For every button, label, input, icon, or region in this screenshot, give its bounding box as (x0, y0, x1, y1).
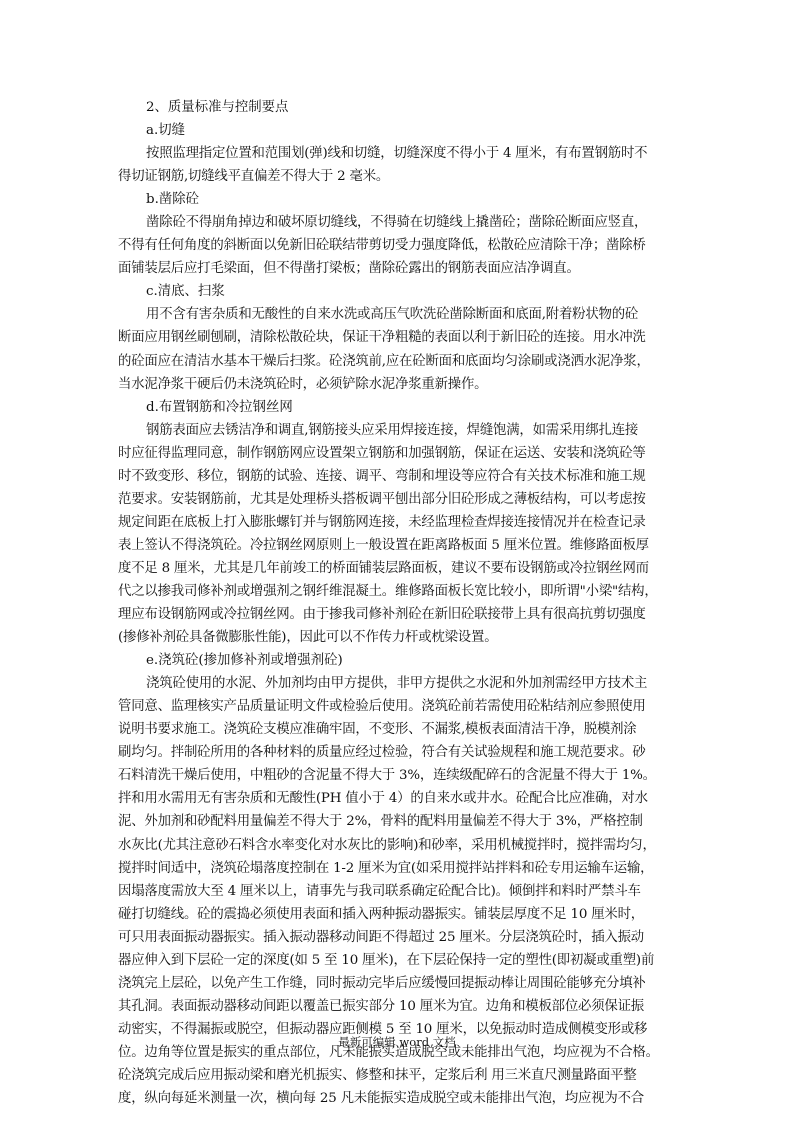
subsection-heading: b.凿除砼 (146, 192, 199, 208)
paragraph-line: 断面应用钢丝刷刨刷，清除松散砼块，保证干净粗糙的表面以利于新旧砼的连接。用水冲洗 (118, 330, 646, 346)
paragraph-line: 范要求。安装钢筋前，尤其是处理桥头搭板调平刨出部分旧砼形成之薄板结构，可以考虑按 (118, 491, 646, 507)
paragraph-line: 其孔洞。表面振动器移动间距以覆盖已振实部分 10 厘米为宜。边角和模板部位必须保证振 (118, 998, 644, 1014)
paragraph-line: 按照监理指定位置和范围划(弹)线和切缝，切缝深度不得小于 4 厘米，有布置钢筋时不 (146, 146, 648, 162)
paragraph-line: 凿除砼不得崩角掉边和破坏原切缝线，不得骑在切缝线上撬凿砼；凿除砼断面应竖直， (146, 215, 648, 231)
paragraph-line: 不得有任何角度的斜断面以免新旧砼联结带剪切受力强度降低，松散砼应清除干净；凿除桥 (118, 238, 646, 254)
paragraph-line: 搅拌时间适中，浇筑砼塌落度控制在 1-2 厘米为宜(如采用搅拌站拌料和砼专用运输车运输， (118, 860, 654, 876)
paragraph-line: 代之以掺我司修补剂或增强剂之钢纤维混凝土。维修路面板长宽比较小，即所谓"小梁"结构， (118, 583, 658, 599)
paragraph-line: 砼浇筑完成后应用振动梁和磨光机振实、修整和抹平，定浆后利 用三米直尺测量路面平整 (118, 1067, 637, 1083)
paragraph-line: 度不足 8 厘米，尤其是几年前竣工的桥面铺装层路面板，建议不要布设钢筋或冷拉钢丝网而 (118, 560, 649, 576)
paragraph-line: 用不含有害杂质和无酸性的自来水洗或高压气吹洗砼凿除断面和底面,附着粉状物的砼 (146, 307, 639, 323)
paragraph-line: 面铺装层后应打毛梁面，但不得凿打梁板；凿除砼露出的钢筋表面应洁净调直。 (118, 261, 580, 277)
paragraph-line: 水灰比(尤其注意砂石料含水率变化对水灰比的影响)和砂率，采用机械搅拌时，搅拌需均匀， (118, 837, 656, 853)
paragraph-line: 泥、外加剂和砂配料用量偏差不得大于 2%，骨料的配料用量偏差不得大于 3%，严格控制 (118, 814, 643, 830)
section-title: 2、质量标准与控制要点 (146, 100, 289, 115)
paragraph-line: 浇筑砼使用的水泥、外加剂均由甲方提供，非甲方提供之水泥和外加剂需经甲方技术主 (146, 676, 648, 692)
paragraph-line: 刷均匀。拌制砼所用的各种材料的质量应经过检验，符合有关试验规程和施工规范要求。砂 (118, 745, 646, 761)
paragraph-line: 拌和用水需用无有害杂质和无酸性(PH 值小于 4）的自来水或井水。砼配合比应准确，对水 (118, 791, 648, 807)
paragraph-line: 规定间距在底板上打入膨胀螺钉并与钢筋网连接，未经监理检查焊接连接情况并在检查记录 (118, 514, 646, 530)
paragraph-line: 可只用表面振动器振实。插入振动器移动间距不得超过 25 厘米。分层浇筑砼时，插入振动 (118, 929, 644, 945)
paragraph-line: 时不致变形、移位，钢筋的试验、连接、调平、弯制和埋设等应符合有关技术标准和施工规 (118, 468, 646, 484)
document-body (118, 96, 676, 1110)
subsection-heading: d.布置钢筋和冷拉钢丝网 (146, 399, 293, 415)
paragraph-line: 钢筋表面应去锈洁净和调直,钢筋接头应采用焊接连接，焊缝饱满，如需采用绑扎连接 (146, 422, 639, 438)
paragraph-line: 浇筑完上层砼，以免产生工作缝，同时振动完毕后应缓慢回提振动棒让周围砼能够充分填补 (118, 975, 646, 991)
paragraph-line: 说明书要求施工。浇筑砼支模应准确牢固，不变形、不漏浆,模板表面清洁干净，脱模剂涂 (118, 722, 637, 738)
paragraph-line: 石料清洗干燥后使用，中粗砂的含泥量不得大于 3%，连续级配碎石的含泥量不得大于 1%。 (118, 768, 656, 784)
subsection-heading: c.清底、扫浆 (146, 284, 225, 300)
paragraph-line: 表上签认不得浇筑砼。冷拉钢丝网原则上一般设置在距离路板面 5 厘米位置。维修路面板厚 (118, 537, 649, 553)
paragraph-line: 碰打切缝线。砼的震捣必须使用表面和插入两种振动器振实。铺装层厚度不足 10 厘米时， (118, 906, 644, 922)
subsection-heading: e.浇筑砼(掺加修补剂或增强剂砼) (146, 653, 343, 669)
paragraph-line: 管同意、监理核实产品质量证明文件或检验后使用。浇筑砼前若需使用砼粘结剂应参照使用 (118, 699, 646, 715)
paragraph-line: 时应征得监理同意，制作钢筋网应设置架立钢筋和加强钢筋，保证在运送、安装和浇筑砼等 (118, 445, 646, 461)
paragraph-line: 的砼面应在清洁水基本干燥后扫浆。砼浇筑前,应在砼断面和底面均匀涂刷或浇洒水泥净浆， (118, 353, 650, 369)
page-footer: 最新可编辑 word 文档 (338, 1035, 456, 1049)
paragraph-line: 动密实，不得漏振或脱空，但振动器应距侧模 5 至 10 厘米，以免振动时造成侧模变形或移 (118, 1021, 648, 1037)
paragraph-line: 因塌落度需放大至 4 厘米以上，请事先与我司联系确定砼配合比)。倾倒拌和料时严禁斗车 (118, 883, 641, 899)
paragraph-line: 当水泥净浆干硬后仍未浇筑砼时，必须铲除水泥净浆重新操作。 (118, 376, 488, 392)
paragraph-line: 位。边角等位置是振实的重点部位，凡未能振实造成脱空或未能排出气泡，均应视为不合格。 (118, 1044, 659, 1060)
paragraph-line: 理应布设钢筋网或冷拉钢丝网。由于掺我司修补剂砼在新旧砼联接带上具有很高抗剪切强度 (118, 607, 646, 623)
subsection-heading: a.切缝 (146, 123, 186, 139)
paragraph-line: 器应伸入到下层砼一定的深度(如 5 至 10 厘米)，在下层砼保持一定的塑性(即初凝或重塑)前 (118, 952, 655, 968)
paragraph-line: 得切证钢筋,切缝线平直偏差不得大于 2 毫米。 (118, 169, 390, 185)
paragraph-line: (掺修补剂砼具备微膨胀性能)，因此可以不作传力杆或枕梁设置。 (118, 630, 498, 646)
paragraph-line: 度，纵向每延米测量一次，横向每 25 凡未能振实造成脱空或未能排出气泡，均应视为不合 (118, 1091, 644, 1107)
